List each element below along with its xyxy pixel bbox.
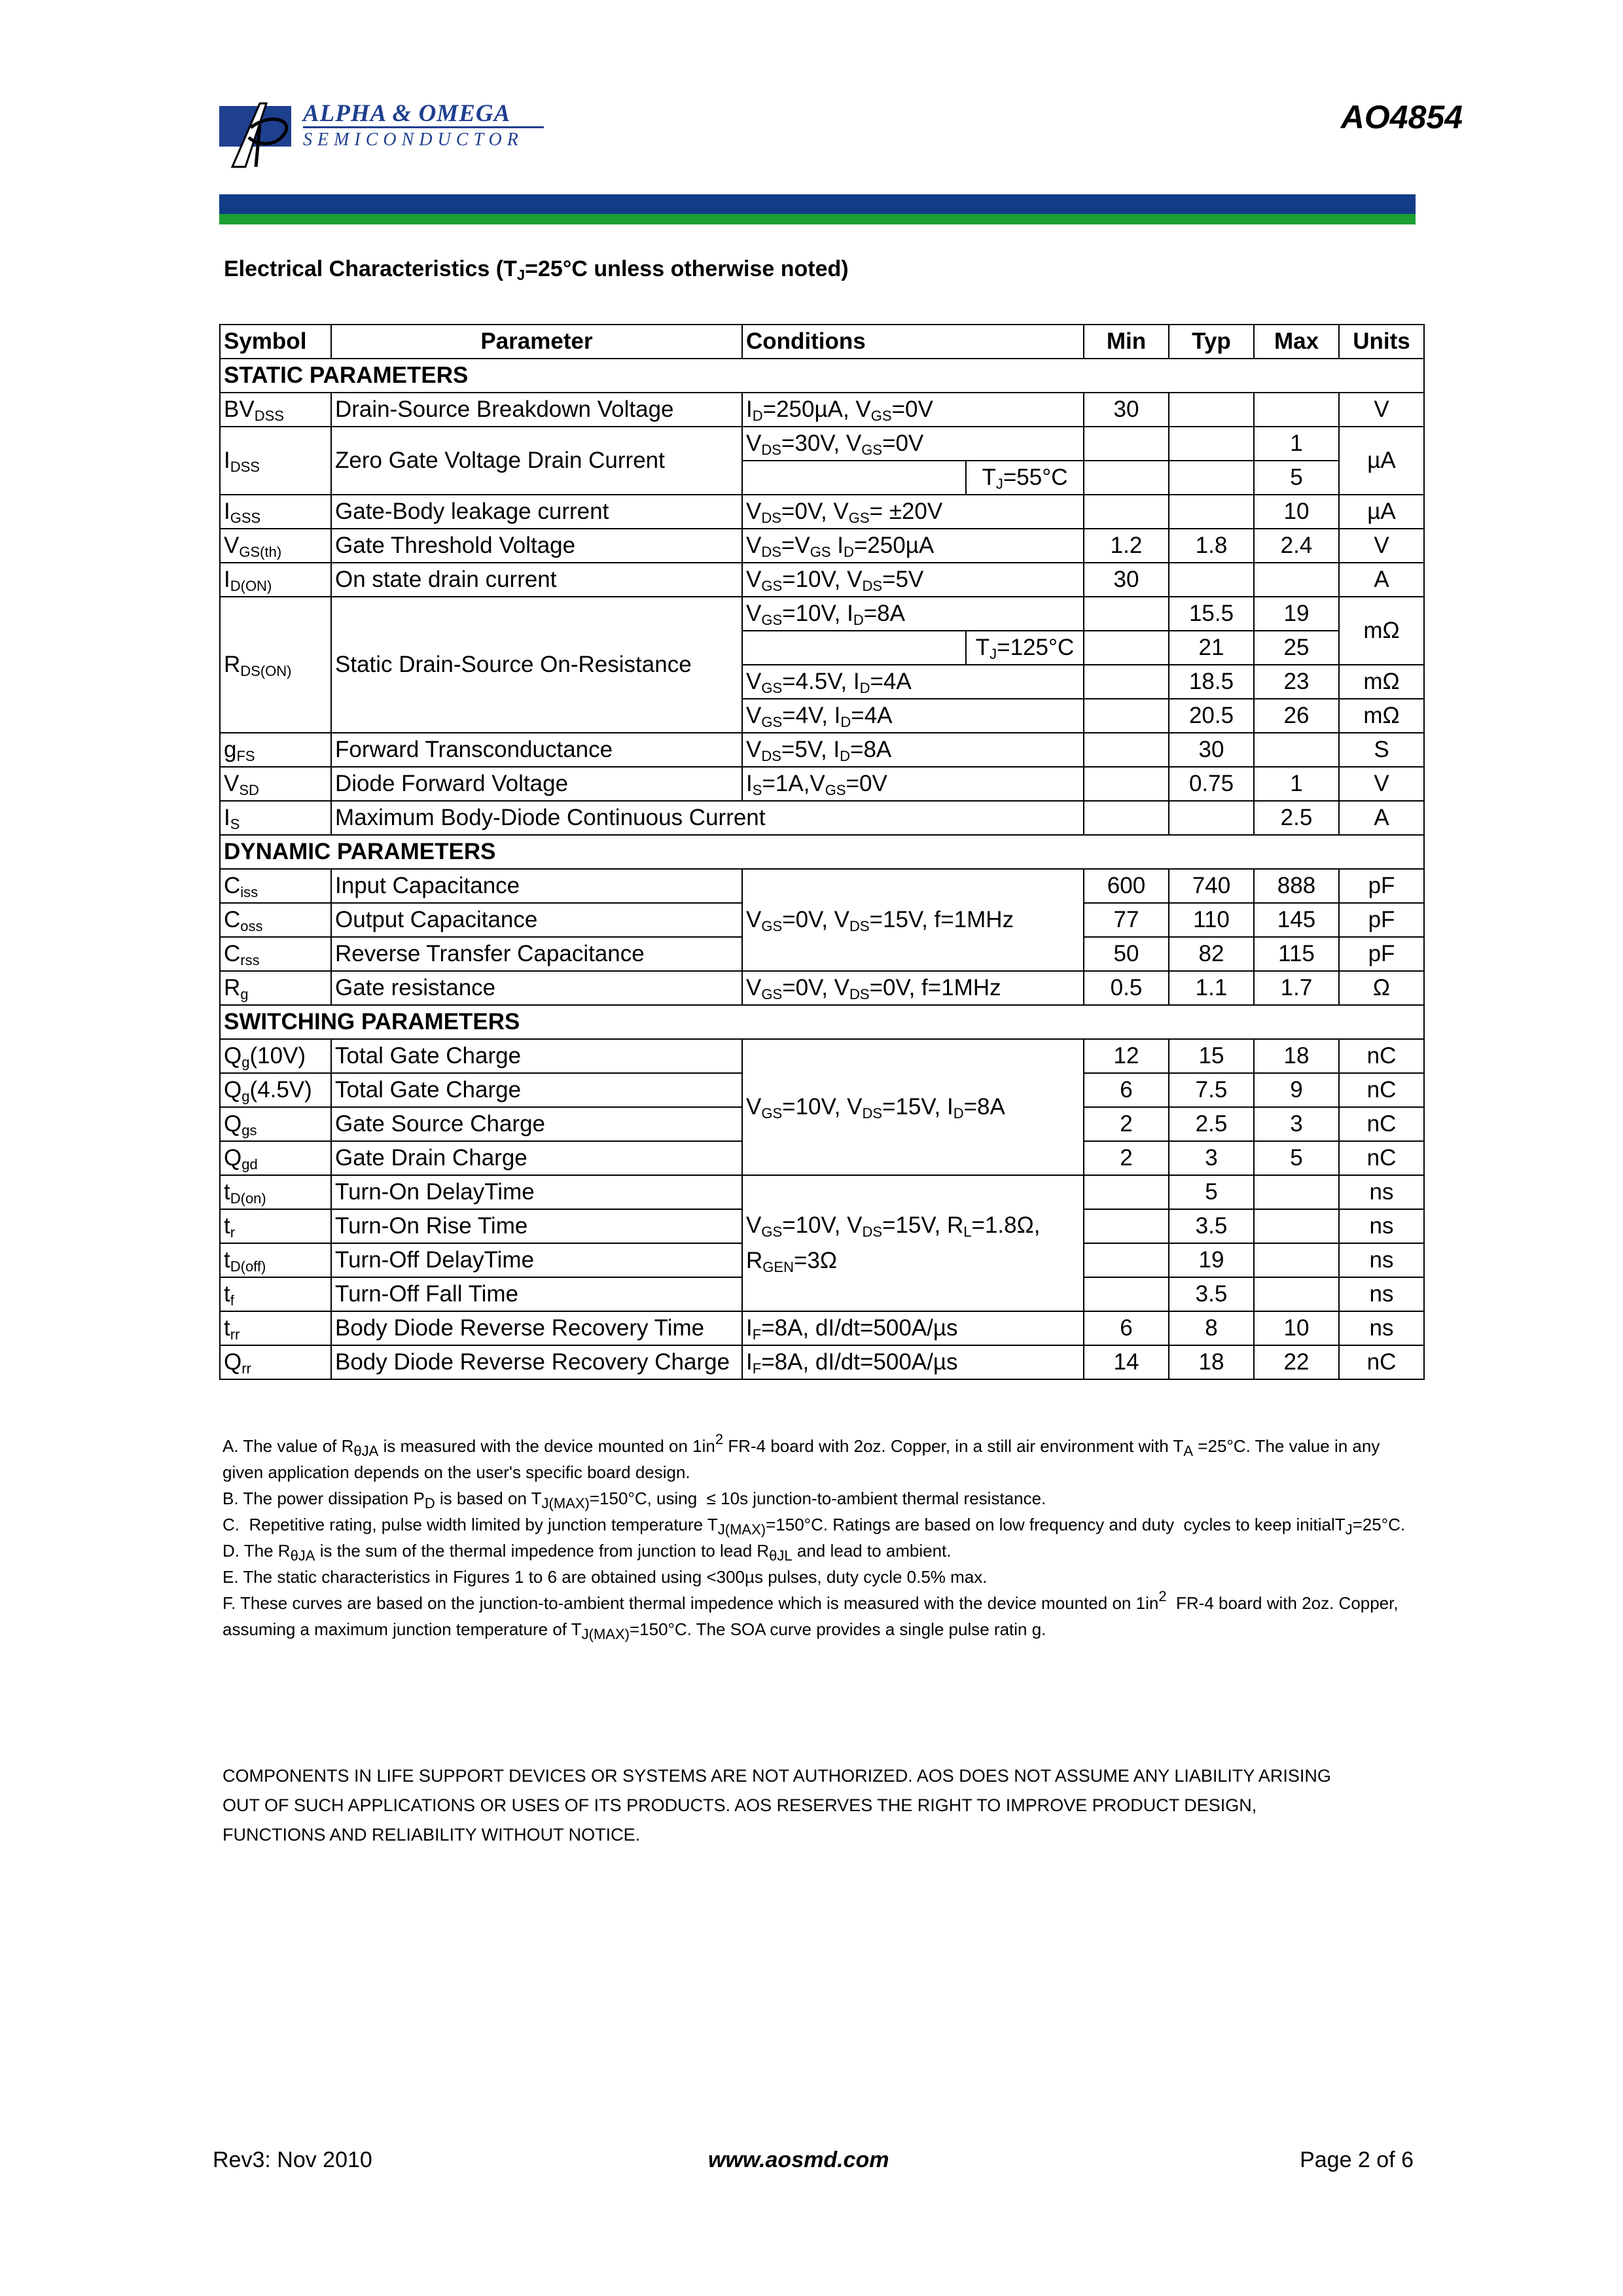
units-cell: pF <box>1339 869 1424 903</box>
max-cell: 2.5 <box>1254 801 1339 835</box>
symbol-cell: $g_{FS}$ <box>220 733 331 767</box>
units-cell: nC <box>1339 1141 1424 1175</box>
table-row <box>220 597 1424 631</box>
min-cell: 50 <box>1084 937 1169 971</box>
typ-cell: 740 <box>1169 869 1254 903</box>
symbol-cell: $Q_{rr}$ <box>220 1345 331 1379</box>
parameter-cell: Body Diode Reverse Recovery Time <box>331 1311 742 1345</box>
min-cell <box>1084 1277 1169 1311</box>
units-cell: S <box>1339 733 1424 767</box>
parameter-cell: Gate Drain Charge <box>331 1141 742 1175</box>
footnote-d: D. The $R_{\theta JA}$ is the sum of the thermal impedence from junction to lead $R_{\theta JL}$ and lead to ambient. <box>223 1541 952 1564</box>
conditions-cell: $V_{GS}=0V$, $V_{DS}=0V$, f=1MHz <box>742 971 1084 1005</box>
table-row <box>220 563 1424 597</box>
symbol-cell: $BV_{DSS}$ <box>220 393 331 427</box>
max-cell: 18 <box>1254 1039 1339 1073</box>
typ-cell: 18 <box>1169 1345 1254 1379</box>
conditions-cell: $I_F=8A$, dI/dt=500A/µs <box>742 1345 1084 1379</box>
units-cell: µA <box>1339 495 1424 529</box>
typ-cell: 110 <box>1169 903 1254 937</box>
min-cell: 6 <box>1084 1073 1169 1107</box>
symbol-cell: $t_{D(off)}$ <box>220 1243 331 1277</box>
units-cell: ns <box>1339 1209 1424 1243</box>
typ-cell: 0.75 <box>1169 767 1254 801</box>
parameter-cell: On state drain current <box>331 563 742 597</box>
company-logo <box>219 98 543 170</box>
min-cell: 0.5 <box>1084 971 1169 1005</box>
header-band-blue <box>219 194 1416 214</box>
max-cell: 23 <box>1254 665 1339 699</box>
units-cell: pF <box>1339 903 1424 937</box>
symbol-cell: $Q_g(10V)$ <box>220 1039 331 1073</box>
units-cell: mΩ <box>1339 699 1424 733</box>
table-row <box>220 1311 1424 1345</box>
units-cell: nC <box>1339 1107 1424 1141</box>
units-cell: pF <box>1339 937 1424 971</box>
min-cell <box>1084 1209 1169 1243</box>
conditions-spacer <box>742 461 966 495</box>
min-cell: 2 <box>1084 1141 1169 1175</box>
max-cell <box>1254 563 1339 597</box>
units-cell: nC <box>1339 1073 1424 1107</box>
table-row <box>220 869 1424 903</box>
max-cell <box>1254 393 1339 427</box>
conditions-cell: $I_D=250\mu A$, $V_{GS}=0V$ <box>742 393 1084 427</box>
symbol-cell: $V_{GS(th)}$ <box>220 529 331 563</box>
typ-cell <box>1169 427 1254 461</box>
section-row <box>220 835 1424 869</box>
section-switching: SWITCHING PARAMETERS <box>220 1005 1424 1039</box>
symbol-cell: $t_f$ <box>220 1277 331 1311</box>
symbol-cell: $C_{iss}$ <box>220 869 331 903</box>
conditions-cell: $I_F=8A$, dI/dt=500A/µs <box>742 1311 1084 1345</box>
conditions-cell: $V_{DS}=30V$, $V_{GS}=0V$ <box>742 427 1084 461</box>
table-row <box>220 1175 1424 1209</box>
typ-cell <box>1169 393 1254 427</box>
typ-cell: 30 <box>1169 733 1254 767</box>
units-cell: A <box>1339 801 1424 835</box>
min-cell: 1.2 <box>1084 529 1169 563</box>
typ-cell: 2.5 <box>1169 1107 1254 1141</box>
min-cell: 30 <box>1084 563 1169 597</box>
conditions-cell: $V_{DS}=5V$, $I_D=8A$ <box>742 733 1084 767</box>
conditions-cell: $V_{DS}=0V$, $V_{GS}= \pm 20V$ <box>742 495 1084 529</box>
min-cell: 14 <box>1084 1345 1169 1379</box>
parameter-cell: Turn-On DelayTime <box>331 1175 742 1209</box>
min-cell <box>1084 699 1169 733</box>
symbol-cell: $I_{GSS}$ <box>220 495 331 529</box>
min-cell <box>1084 1175 1169 1209</box>
section-title: Electrical Characteristics ($T_J=25^\circ C$ unless otherwise noted) <box>224 256 849 283</box>
parameter-cell: Input Capacitance <box>331 869 742 903</box>
conditions-cell: $V_{GS}=0V$, $V_{DS}=15V$, f=1MHz <box>742 869 1084 971</box>
parameter-cell: Total Gate Charge <box>331 1039 742 1073</box>
units-cell: µA <box>1339 427 1424 495</box>
header-max: Max <box>1254 325 1339 359</box>
max-cell: 3 <box>1254 1107 1339 1141</box>
table-row <box>220 529 1424 563</box>
header-band-green <box>219 214 1416 224</box>
symbol-cell: $t_{rr}$ <box>220 1311 331 1345</box>
table-row <box>220 971 1424 1005</box>
conditions-cell: $T_J=55^\circ C$ <box>966 461 1084 495</box>
units-cell: nC <box>1339 1039 1424 1073</box>
table-header-row <box>220 325 1424 359</box>
min-cell <box>1084 733 1169 767</box>
table-row <box>220 1345 1424 1379</box>
table-row <box>220 733 1424 767</box>
min-cell <box>1084 801 1169 835</box>
disclaimer-line: OUT OF SUCH APPLICATIONS OR USES OF ITS PRODUCTS. AOS RESERVES THE RIGHT TO IMPROVE PRODUCT DESIGN, <box>223 1795 1257 1815</box>
max-cell: 5 <box>1254 1141 1339 1175</box>
min-cell <box>1084 427 1169 461</box>
units-cell: mΩ <box>1339 665 1424 699</box>
parameter-cell: Turn-Off DelayTime <box>331 1243 742 1277</box>
symbol-cell: $I_S$ <box>220 801 331 835</box>
parameter-cell: Turn-Off Fall Time <box>331 1277 742 1311</box>
max-cell <box>1254 733 1339 767</box>
max-cell: 5 <box>1254 461 1339 495</box>
typ-cell: 15 <box>1169 1039 1254 1073</box>
min-cell <box>1084 631 1169 665</box>
min-cell: 600 <box>1084 869 1169 903</box>
units-cell: ns <box>1339 1277 1424 1311</box>
symbol-cell: $Q_g(4.5V)$ <box>220 1073 331 1107</box>
parameter-cell: Forward Transconductance <box>331 733 742 767</box>
parameter-cell: Turn-On Rise Time <box>331 1209 742 1243</box>
conditions-cell: $V_{DS}=V_{GS}$ $I_D=250\mu A$ <box>742 529 1084 563</box>
table-row <box>220 393 1424 427</box>
footer-revision: Rev3: Nov 2010 <box>213 2147 372 2172</box>
conditions-cell: $V_{GS}=10V$, $V_{DS}=15V$, $I_D=8A$ <box>742 1039 1084 1175</box>
electrical-characteristics-table <box>219 324 1425 1380</box>
parameter-cell: Gate Threshold Voltage <box>331 529 742 563</box>
typ-cell: 20.5 <box>1169 699 1254 733</box>
parameter-cell: Static Drain-Source On-Resistance <box>331 597 742 733</box>
typ-cell <box>1169 461 1254 495</box>
max-cell: 22 <box>1254 1345 1339 1379</box>
typ-cell: 1.8 <box>1169 529 1254 563</box>
logo-mark-icon <box>219 98 301 170</box>
min-cell <box>1084 767 1169 801</box>
parameter-cell: Drain-Source Breakdown Voltage <box>331 393 742 427</box>
header-typ: Typ <box>1169 325 1254 359</box>
max-cell: 1 <box>1254 767 1339 801</box>
table-row <box>220 801 1424 835</box>
header-conditions: Conditions <box>742 325 1084 359</box>
min-cell: 12 <box>1084 1039 1169 1073</box>
units-cell: nC <box>1339 1345 1424 1379</box>
conditions-cell: $V_{GS}=4V$, $I_D=4A$ <box>742 699 1084 733</box>
units-cell: V <box>1339 767 1424 801</box>
header-units: Units <box>1339 325 1424 359</box>
footnote-c: C. Repetitive rating, pulse width limited by junction temperature $T_{J(MAX)}=150^\circ C$. Ratings are based on low frequency and duty cycles to keep initialT$_J$=25°C. <box>223 1515 1406 1538</box>
footnote-f: F. These curves are based on the junction-to-ambient thermal impedence which is measured with the device mounted on $1in^2$ FR-4 board with 2oz. Copper, assuming a maximum junction temperature of $T_{J(MAX)}=150^\circ C$. The SOA curve provides a single pulse ratin g. <box>223 1588 1399 1642</box>
symbol-cell: $C_{oss}$ <box>220 903 331 937</box>
units-cell: Ω <box>1339 971 1424 1005</box>
symbol-cell: $R_g$ <box>220 971 331 1005</box>
min-cell <box>1084 665 1169 699</box>
parameter-cell: Zero Gate Voltage Drain Current <box>331 427 742 495</box>
conditions-cell: $V_{GS}=10V$, $V_{DS}=5V$ <box>742 563 1084 597</box>
typ-cell: 3 <box>1169 1141 1254 1175</box>
units-cell: ns <box>1339 1243 1424 1277</box>
conditions-cell: $T_J=125^\circ C$ <box>966 631 1084 665</box>
min-cell <box>1084 461 1169 495</box>
units-cell: V <box>1339 529 1424 563</box>
table-row <box>220 767 1424 801</box>
parameter-cell: Total Gate Charge <box>331 1073 742 1107</box>
section-row <box>220 359 1424 393</box>
typ-cell <box>1169 801 1254 835</box>
max-cell: 145 <box>1254 903 1339 937</box>
max-cell: 25 <box>1254 631 1339 665</box>
parameter-cell: Gate-Body leakage current <box>331 495 742 529</box>
max-cell: 9 <box>1254 1073 1339 1107</box>
parameter-cell: Reverse Transfer Capacitance <box>331 937 742 971</box>
max-cell <box>1254 1209 1339 1243</box>
typ-cell: 19 <box>1169 1243 1254 1277</box>
parameter-cell: Gate resistance <box>331 971 742 1005</box>
table-row <box>220 495 1424 529</box>
parameter-cell: Body Diode Reverse Recovery Charge <box>331 1345 742 1379</box>
units-cell: mΩ <box>1339 597 1424 665</box>
header-parameter: Parameter <box>331 325 742 359</box>
symbol-cell: $C_{rss}$ <box>220 937 331 971</box>
section-row <box>220 1005 1424 1039</box>
units-cell: A <box>1339 563 1424 597</box>
typ-cell: 1.1 <box>1169 971 1254 1005</box>
typ-cell: 82 <box>1169 937 1254 971</box>
parameter-cell: Gate Source Charge <box>331 1107 742 1141</box>
symbol-cell: $I_{DSS}$ <box>220 427 331 495</box>
typ-cell: 5 <box>1169 1175 1254 1209</box>
max-cell: 19 <box>1254 597 1339 631</box>
symbol-cell: $R_{DS(ON)}$ <box>220 597 331 733</box>
disclaimer-line: FUNCTIONS AND RELIABILITY WITHOUT NOTICE. <box>223 1825 641 1845</box>
disclaimer-line: COMPONENTS IN LIFE SUPPORT DEVICES OR SYSTEMS ARE NOT AUTHORIZED. AOS DOES NOT ASSUME ANY LIABILITY ARISING <box>223 1766 1331 1786</box>
footer-page-number: Page 2 of 6 <box>1300 2147 1414 2172</box>
typ-cell: 3.5 <box>1169 1209 1254 1243</box>
max-cell: 26 <box>1254 699 1339 733</box>
max-cell: 1 <box>1254 427 1339 461</box>
units-cell: V <box>1339 393 1424 427</box>
min-cell <box>1084 495 1169 529</box>
logo-text-semiconductor: SEMICONDUCTOR <box>303 130 524 150</box>
header-min: Min <box>1084 325 1169 359</box>
symbol-cell: $Q_{gd}$ <box>220 1141 331 1175</box>
footnote-a: A. The value of $R_{\theta JA}$ is measured with the device mounted on $1in^2$ FR-4 board with 2oz. Copper, in a still air environment with $T_A =25^\circ C$. The value in any given application depends on the user's specific board design. <box>223 1431 1380 1482</box>
max-cell <box>1254 1277 1339 1311</box>
typ-cell <box>1169 563 1254 597</box>
typ-cell: 15.5 <box>1169 597 1254 631</box>
symbol-cell: $I_{D(ON)}$ <box>220 563 331 597</box>
symbol-cell: $t_r$ <box>220 1209 331 1243</box>
min-cell: 30 <box>1084 393 1169 427</box>
table-row <box>220 1039 1424 1073</box>
typ-cell <box>1169 495 1254 529</box>
max-cell <box>1254 1243 1339 1277</box>
conditions-cell: $V_{GS}=4.5V$, $I_D=4A$ <box>742 665 1084 699</box>
logo-text-company: ALPHA & OMEGA <box>303 100 511 127</box>
table-row <box>220 427 1424 461</box>
min-cell: 77 <box>1084 903 1169 937</box>
conditions-cell: $V_{GS}=10V$, $I_D=8A$ <box>742 597 1084 631</box>
section-dynamic: DYNAMIC PARAMETERS <box>220 835 1424 869</box>
max-cell: 1.7 <box>1254 971 1339 1005</box>
footnote-e: E. The static characteristics in Figures 1 to 6 are obtained using <300µs pulses, duty cycle 0.5% max. <box>223 1567 988 1587</box>
footer-website-link[interactable]: www.aosmd.com <box>708 2147 889 2172</box>
max-cell: 115 <box>1254 937 1339 971</box>
max-cell: 2.4 <box>1254 529 1339 563</box>
conditions-cell: $V_{GS}=10V$, $V_{DS}=15V$, $R_L=1.8\Omega$, $R_{GEN}=3\Omega$ <box>742 1175 1084 1311</box>
units-cell: ns <box>1339 1175 1424 1209</box>
typ-cell: 21 <box>1169 631 1254 665</box>
parameter-cell: Output Capacitance <box>331 903 742 937</box>
parameter-cell: Maximum Body-Diode Continuous Current <box>331 801 1084 835</box>
max-cell <box>1254 1175 1339 1209</box>
typ-cell: 8 <box>1169 1311 1254 1345</box>
max-cell: 10 <box>1254 1311 1339 1345</box>
conditions-cell: $I_S=1A,V_{GS}=0V$ <box>742 767 1084 801</box>
parameter-cell: Diode Forward Voltage <box>331 767 742 801</box>
footnotes <box>223 1433 1414 1642</box>
symbol-cell: $V_{SD}$ <box>220 767 331 801</box>
conditions-spacer <box>742 631 966 665</box>
footnote-b: B. The power dissipation $P_D$ is based on $T_{J(MAX)}=150^\circ C$, using ≤ 10s junction-to-ambient thermal resistance. <box>223 1489 1046 1511</box>
min-cell <box>1084 1243 1169 1277</box>
symbol-cell: $Q_{gs}$ <box>220 1107 331 1141</box>
max-cell: 888 <box>1254 869 1339 903</box>
min-cell <box>1084 597 1169 631</box>
typ-cell: 18.5 <box>1169 665 1254 699</box>
max-cell: 10 <box>1254 495 1339 529</box>
section-static: STATIC PARAMETERS <box>220 359 1424 393</box>
typ-cell: 7.5 <box>1169 1073 1254 1107</box>
header-symbol: Symbol <box>220 325 331 359</box>
typ-cell: 3.5 <box>1169 1277 1254 1311</box>
min-cell: 2 <box>1084 1107 1169 1141</box>
symbol-cell: $t_{D(on)}$ <box>220 1175 331 1209</box>
part-number: AO4854 <box>1340 99 1463 135</box>
min-cell: 6 <box>1084 1311 1169 1345</box>
disclaimer <box>223 1761 1414 1850</box>
units-cell: ns <box>1339 1311 1424 1345</box>
